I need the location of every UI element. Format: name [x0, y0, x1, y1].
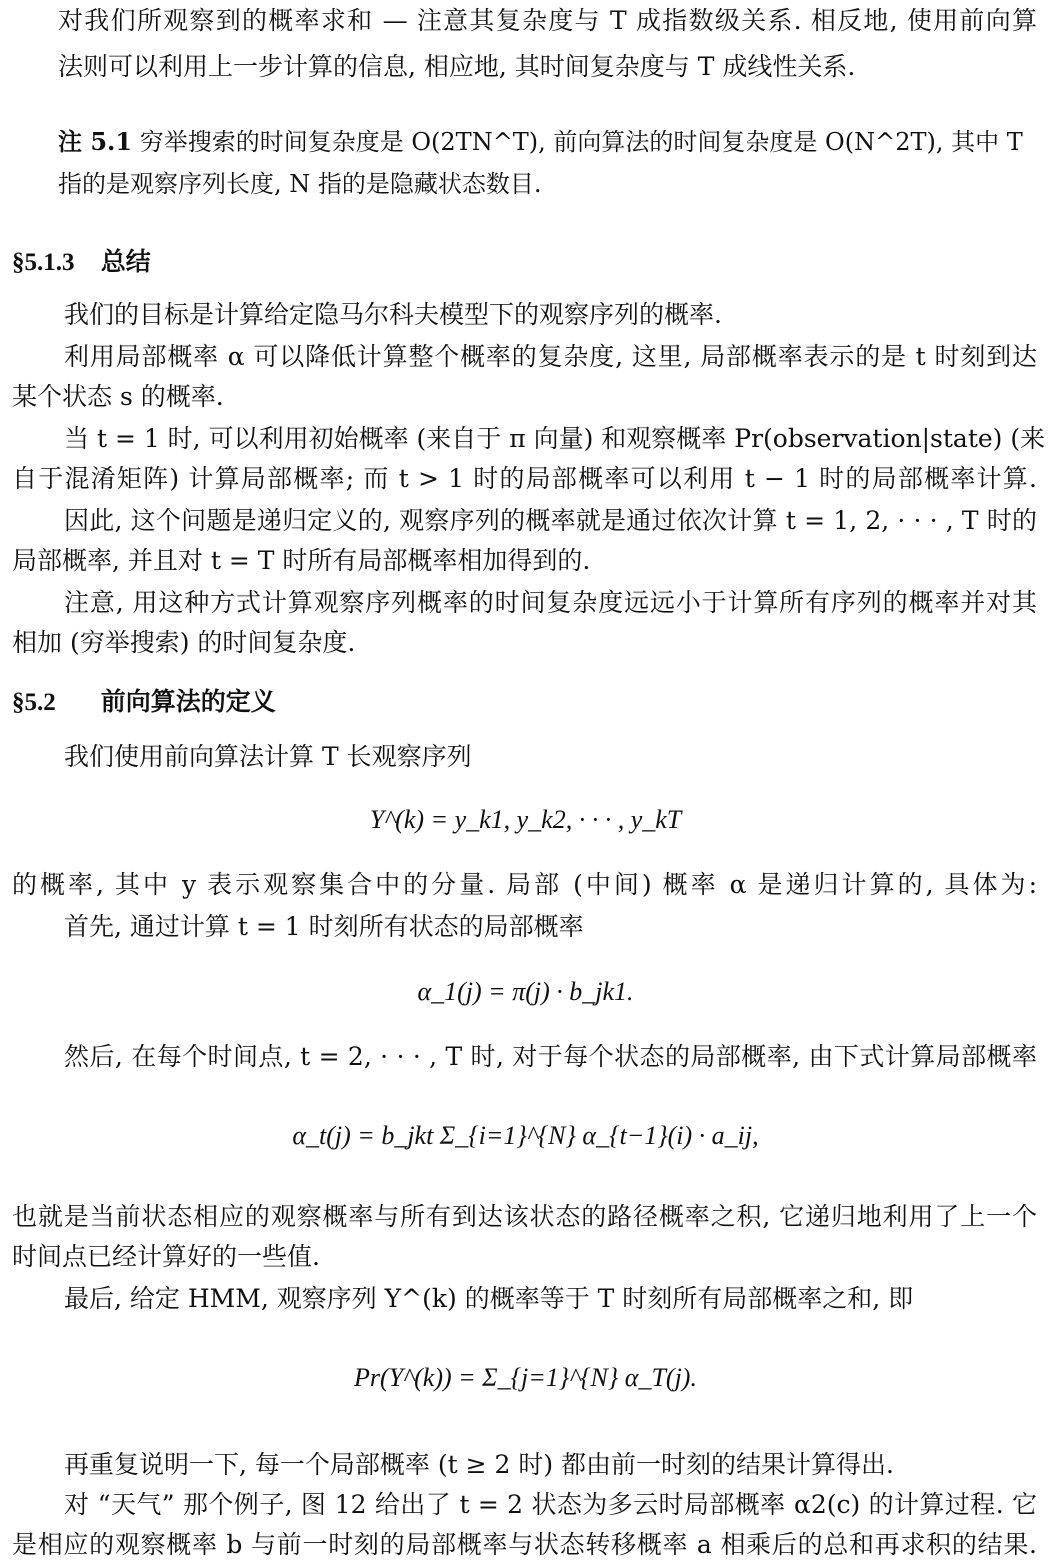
paragraph-line: 也就是当前状态相应的观察概率与所有到达该状态的路径概率之积, 它递归地利用了上一个 [12, 1202, 1037, 1231]
note-label: 注 5.1 [58, 127, 133, 156]
paragraph-line: 自于混淆矩阵) 计算局部概率; 而 t > 1 时的局部概率可以利用 t − 1 时的局部概率计算. [12, 464, 1037, 493]
section-heading [12, 244, 151, 281]
equation-1: Y^(k) = y_k1, y_k2, · · · , y_kT [369, 805, 682, 834]
paragraph-line: 利用局部概率 α 可以降低计算整个概率的复杂度, 这里, 局部概率表示的是 t 时刻到达 [64, 342, 1037, 371]
section-title: 前向算法的定义 [100, 687, 276, 716]
equation-3: α_t(j) = b_jkt Σ_{i=1}^{N} α_{t−1}(i) · a_ij, [292, 1121, 759, 1150]
paragraph-line: 对我们所观察到的概率求和 — 注意其复杂度与 T 成指数级关系. 相反地, 使用前向算 [58, 6, 1037, 35]
paragraph-line: 是相应的观察概率 b 与前一时刻的局部概率与状态转移概率 a 相乘后的总和再求积的结果. [12, 1530, 1037, 1559]
section-heading [12, 684, 276, 721]
paragraph-line: 注意, 用这种方式计算观察序列概率的时间复杂度远远小于计算所有序列的概率并对其 [64, 588, 1037, 617]
note-line: 指的是观察序列长度, N 指的是隐藏状态数目. [58, 170, 542, 198]
section-title: 总结 [100, 247, 151, 276]
paragraph-line: 我们的目标是计算给定隐马尔科夫模型下的观察序列的概率. [64, 300, 722, 329]
paragraph-line: 我们使用前向算法计算 T 长观察序列 [64, 742, 472, 771]
paragraph-line: 时间点已经计算好的一些值. [12, 1242, 320, 1271]
equation-2: α_1(j) = π(j) · b_jk1. [417, 977, 634, 1006]
paragraph-line: 相加 (穷举搜索) 的时间复杂度. [12, 628, 356, 657]
paragraph-line: 局部概率, 并且对 t = T 时所有局部概率相加得到的. [12, 546, 591, 575]
paragraph-line: 再重复说明一下, 每一个局部概率 (t ≥ 2 时) 都由前一时刻的结果计算得出. [64, 1450, 894, 1479]
section-number: §5.2 [12, 689, 56, 716]
paragraph-line: 最后, 给定 HMM, 观察序列 Y^(k) 的概率等于 T 时刻所有局部概率之和, 即 [64, 1284, 914, 1313]
paragraph-line: 因此, 这个问题是递归定义的, 观察序列的概率就是通过依次计算 t = 1, 2, · · · , T 时的 [64, 506, 1037, 535]
paragraph-line: 法则可以利用上一步计算的信息, 相应地, 其时间复杂度与 T 成线性关系. [58, 52, 856, 81]
note-line: 穷举搜索的时间复杂度是 O(2TN^T), 前向算法的时间复杂度是 O(N^2T), 其中 T [139, 128, 1023, 156]
paragraph-line: 对 “天气” 那个例子, 图 12 给出了 t = 2 状态为多云时局部概率 α2(c) 的计算过程. 它 [64, 1490, 1037, 1519]
note-5-1 [58, 122, 1037, 162]
paragraph-line: 某个状态 s 的概率. [12, 382, 224, 411]
paragraph-line: 当 t = 1 时, 可以利用初始概率 (来自于 π 向量) 和观察概率 Pr(observation|state) (来 [64, 424, 1046, 453]
paragraph-line: 首先, 通过计算 t = 1 时刻所有状态的局部概率 [64, 912, 584, 941]
paragraph-line: 然后, 在每个时间点, t = 2, · · · , T 时, 对于每个状态的局部概率, 由下式计算局部概率 [64, 1042, 1037, 1071]
paragraph-line: 的概率, 其中 y 表示观察集合中的分量. 局部 (中间) 概率 α 是递归计算的, 具体为: [12, 870, 1037, 899]
equation-4: Pr(Y^(k)) = Σ_{j=1}^{N} α_T(j). [354, 1363, 697, 1392]
section-number: §5.1.3 [12, 249, 75, 276]
